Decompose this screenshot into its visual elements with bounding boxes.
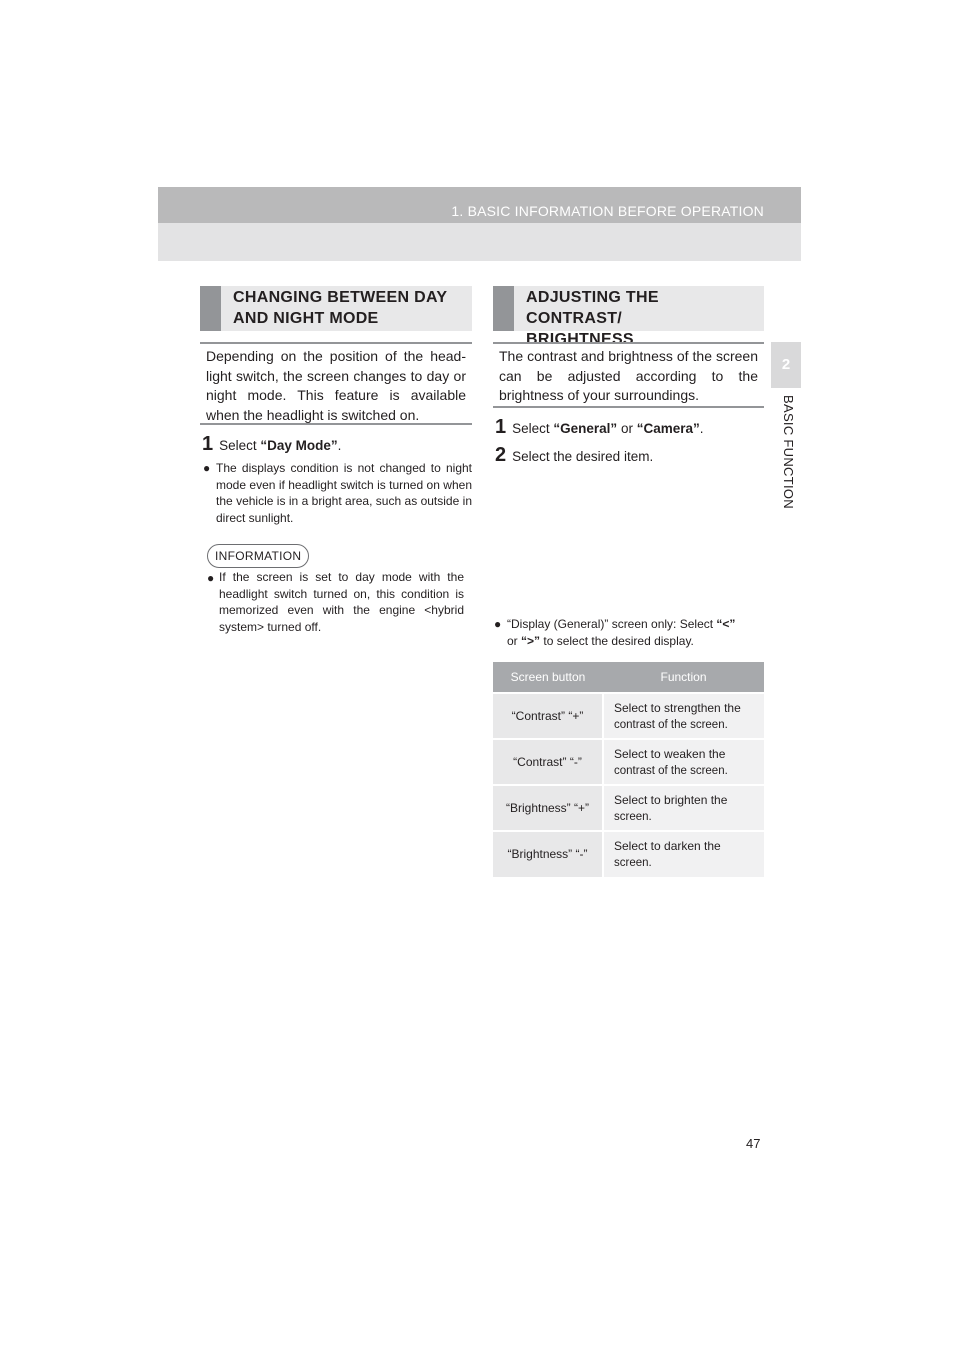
step-1 — [202, 433, 341, 456]
function-cell — [603, 693, 764, 739]
screen-button-cell — [493, 739, 603, 785]
step-number: 1 — [495, 416, 507, 438]
table-header-row — [493, 662, 764, 693]
chapter-number-tab: 2 — [771, 342, 801, 388]
heading-line: BRIGHTNESS — [526, 331, 634, 348]
step-number: 1 — [202, 433, 214, 455]
section-heading-day-night — [200, 286, 472, 331]
section-title — [233, 287, 464, 329]
chapter-label: BASIC FUNCTION — [781, 395, 796, 509]
cell-text: “Brightness” “+” — [505, 801, 590, 815]
table-header: Function — [603, 662, 764, 693]
step-1 — [495, 416, 704, 439]
chapter-title: 1. BASIC INFORMATION BEFORE OPERATION — [451, 203, 764, 219]
function-cell — [603, 831, 764, 877]
prev-button-ref: “<” — [716, 617, 736, 631]
bullet-icon: ● — [207, 571, 215, 585]
heading-line: AND NIGHT MODE — [233, 310, 379, 327]
intro-box: Depending on the position of the head-light switch, the screen changes to day or night mode. This feature is available when the headlight is switched on. — [200, 342, 472, 425]
table-row — [493, 739, 764, 785]
function-cell — [603, 739, 764, 785]
cell-text: Select to strengthen the — [614, 701, 741, 715]
table-row — [493, 693, 764, 739]
note-part: to select the desired display. — [540, 633, 694, 648]
step-text: Select — [219, 438, 261, 453]
step-number: 2 — [495, 444, 507, 466]
cell-text: screen. — [614, 857, 652, 869]
cell-text: Select to brighten the — [614, 793, 728, 807]
step-2 — [495, 444, 653, 467]
bullet-icon: ● — [203, 461, 211, 475]
note-text — [507, 616, 765, 649]
cell-text: “Contrast” “-” — [513, 755, 582, 769]
section-heading-contrast — [493, 286, 764, 348]
header-subband — [158, 223, 801, 261]
screen-button-cell — [493, 831, 603, 877]
intro-box: The contrast and brightness of the screen can be adjusted according to the brightness of your surroundings. — [493, 342, 764, 408]
step-text: Select the desired item. — [512, 449, 654, 464]
section-title — [526, 287, 756, 350]
step-text: Select — [512, 421, 554, 436]
table-header: Screen button — [493, 662, 603, 693]
function-cell — [603, 785, 764, 831]
information-text: If the screen is set to day mode with the headlight switch turned on, this condition is memorized even with the engine <hybrid system> turned off. — [219, 570, 464, 634]
cell-text: contrast of the screen. — [614, 765, 728, 777]
cell-text: “Contrast” “+” — [511, 709, 584, 723]
table-row — [493, 785, 764, 831]
cell-text: screen. — [614, 811, 652, 823]
cell-text: “Brightness” “-” — [507, 847, 588, 861]
bullet-icon: ● — [494, 617, 502, 631]
note-part: “Display (General)” screen only: Select — [507, 617, 717, 631]
page-number: 47 — [746, 1136, 761, 1151]
general-button-ref: “General” — [553, 421, 618, 436]
cell-text: Select to darken the — [614, 839, 721, 853]
function-table — [493, 662, 764, 877]
note-part: or — [507, 633, 522, 648]
heading-accent-bar — [200, 286, 221, 331]
table-row — [493, 831, 764, 877]
heading-line: ADJUSTING THE CONTRAST/ — [526, 289, 659, 327]
step-text: . — [337, 438, 342, 453]
screen-button-cell — [493, 785, 603, 831]
day-mode-button-ref: “Day Mode” — [260, 438, 338, 453]
heading-line: CHANGING BETWEEN DAY — [233, 289, 448, 306]
step-text: . — [699, 421, 704, 436]
note-text: The displays condition is not changed to night mode even if headlight switch is turned on when the vehicle is in a bright area, such as outside in direct sunlight. — [216, 461, 472, 525]
camera-button-ref: “Camera” — [636, 421, 700, 436]
cell-text: contrast of the screen. — [614, 719, 728, 731]
screen-button-cell — [493, 693, 603, 739]
step-text: or — [617, 421, 637, 436]
next-button-ref: “>” — [521, 633, 541, 648]
cell-text: Select to weaken the — [614, 747, 726, 761]
information-badge: INFORMATION — [207, 544, 309, 568]
heading-accent-bar — [493, 286, 514, 331]
